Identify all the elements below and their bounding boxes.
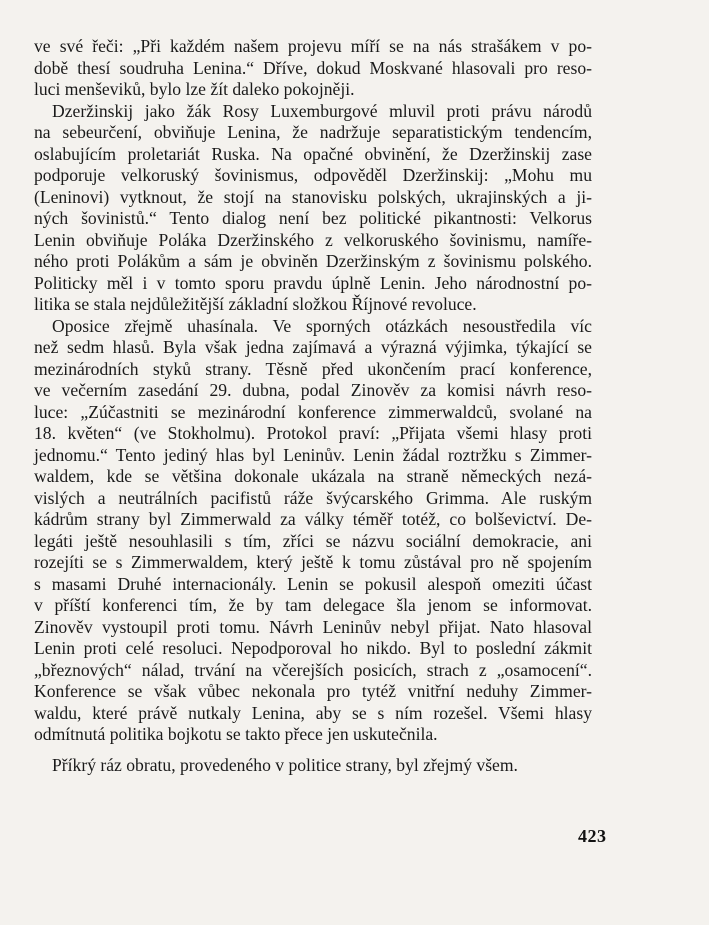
text-line: rozejíti se s Zimmerwaldem, který ještě k tomu zůstával pro ně spojením xyxy=(34,552,592,572)
text-line: mezinárodních styků strany. Těsně před ukončením prací konference, xyxy=(34,358,592,379)
text-line: kádrům strany byl Zimmerwald za války téměř totéž, co bolševictví. De- xyxy=(34,509,592,529)
text-line: „březnových“ nálad, trvání na včerejších posicích, strach z „osamocení“. xyxy=(34,659,592,680)
text-line: vislých a neutrálních pacifistů ráže švýcarského Grimma. Ale ruským xyxy=(34,487,592,508)
paragraph xyxy=(34,36,592,101)
text-line: jednomu.“ Tento jediný hlas byl Leninův. Lenin žádal roztržku s Zimmer- xyxy=(34,444,592,465)
text-line: podporuje velkoruský šovinismus, odpověděl Dzeržinskij: „Mohu mu xyxy=(34,165,592,185)
text-line: waldu, které právě nutkaly Lenina, aby se s ním rozešel. Všemi hlasy xyxy=(34,702,592,723)
text-line: ve své řeči: „Při každém našem projevu míří se na nás strašákem v po- xyxy=(34,36,592,56)
text-line: luci menševiků, bylo lze žít daleko pokojněji. xyxy=(34,79,355,99)
text-line: než sedm hlasů. Byla však jedna zajímavá a výrazná výjimka, týkající se xyxy=(34,337,592,357)
text-line: Lenin proti celé resoluci. Nepodporoval ho nikdo. Byl to poslední zákmit xyxy=(34,638,592,658)
text-line: s masami Druhé internacionály. Lenin se pokusil alespoň omeziti účast xyxy=(34,573,592,594)
text-line: Politicky měl i v tomto sporu pravdu úplně Lenin. Jeho národnostní po- xyxy=(34,272,592,293)
text-line: waldem, kde se většina dokonale ukázala na straně německých nezá- xyxy=(34,466,592,486)
text-line: době thesí soudruha Lenina.“ Dříve, dokud Moskvané hlasovali pro reso- xyxy=(34,57,592,78)
text-line: litika se stala nejdůležitější základní složkou Říjnové revoluce. xyxy=(34,294,477,314)
text-line: ného proti Polákům a sám je obviněn Dzeržinským z šovinismu polského. xyxy=(34,251,592,271)
text-line: Lenin obviňuje Poláka Dzeržinského z velkoruského šovinismu, namíře- xyxy=(34,229,592,250)
text-line: odmítnutá politika bojkotu se takto přece jen uskutečnila. xyxy=(34,724,438,744)
paragraph xyxy=(34,316,592,746)
text-line: (Leninovi) vytknout, že stojí na stanovisku polských, ukrajinských a ji- xyxy=(34,186,592,207)
paragraph-gap xyxy=(34,746,592,755)
text-line: na sebeurčení, obviňuje Lenina, že nadržuje separatistickým tendencím, xyxy=(34,122,592,142)
text-line: Oposice zřejmě uhasínala. Ve sporných otázkách nesoustředila víc xyxy=(52,315,592,336)
text-line: Konference se však vůbec nekonala pro tytéž vnitřní neduhy Zimmer- xyxy=(34,681,592,701)
text-line: oslabujícím proletariát Ruska. Na opačné obvinění, že Dzeržinskij zase xyxy=(34,143,592,164)
body-text xyxy=(34,36,592,776)
text-line: ných šovinistů.“ Tento dialog není bez politické pikantnosti: Velkorus xyxy=(34,208,592,228)
paragraph xyxy=(34,755,592,777)
page-number: 423 xyxy=(578,826,607,846)
text-line: luce: „Zúčastniti se mezinárodní konference zimmerwaldců, svolané na xyxy=(34,401,592,422)
text-line: Dzeržinskij jako žák Rosy Luxemburgové mluvil proti právu národů xyxy=(52,100,592,121)
text-line: legáti ještě nesouhlasili s tím, zříci se názvu sociální demokracie, ani xyxy=(34,530,592,551)
paragraph xyxy=(34,101,592,316)
text-line: Zinověv vystoupil proti tomu. Návrh Leninův nebyl přijat. Nato hlasoval xyxy=(34,616,592,637)
text-line: ve večerním zasedání 29. dubna, podal Zinověv za komisi návrh reso- xyxy=(34,380,592,400)
text-line: Příkrý ráz obratu, provedeného v politice strany, byl zřejmý všem. xyxy=(52,754,518,775)
text-line: v příští konferenci tím, že by tam delegace šla jenom se informovat. xyxy=(34,595,592,615)
text-line: 18. květen“ (ve Stokholmu). Protokol praví: „Přijata všemi hlasy proti xyxy=(34,423,592,443)
